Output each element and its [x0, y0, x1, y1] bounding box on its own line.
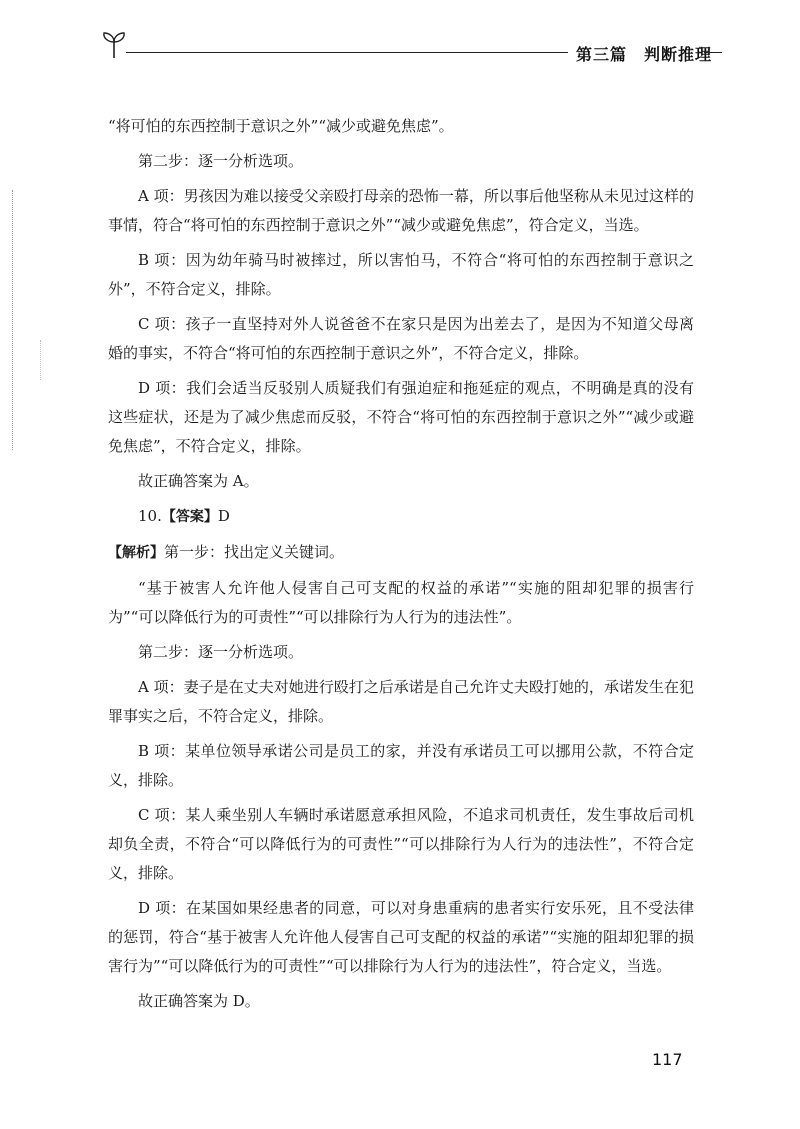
analysis-step-one: 第一步：找出定义关键词。 — [164, 543, 345, 561]
question-answer-line — [108, 502, 694, 532]
chapter-title: 第三篇 判断推理 — [568, 42, 720, 65]
sprout-icon — [100, 30, 128, 60]
question-number: 10. — [138, 507, 162, 525]
option-a-analysis: A 项：妻子是在丈夫对她进行殴打之后承诺是自己允许丈夫殴打她的，承诺发生在犯罪事实之后，不符合定义，排除。 — [108, 678, 694, 725]
header-rule-left — [126, 52, 638, 53]
paragraph: “基于被害人允许他人侵害自己可支配的权益的承诺”“实施的阻却犯罪的损害行为”“可以降低行为的可责性”“可以排除行为人行为的违法性”。 — [108, 579, 694, 626]
option-a-analysis: A 项：男孩因为难以接受父亲殴打母亲的恐怖一幕，所以事后他坚称从未见过这样的事情，符合“将可怕的东西控制于意识之外”“减少或避免焦虑”，符合定义，当选。 — [108, 187, 694, 234]
answer-conclusion: 故正确答案为 D。 — [138, 992, 260, 1010]
answer-value: D — [217, 507, 230, 525]
margin-marks-secondary — [40, 340, 45, 380]
option-b-analysis: B 项：因为幼年骑马时被摔过，所以害怕马，不符合“将可怕的东西控制于意识之外”，不符合定义，排除。 — [108, 251, 694, 298]
page-body — [108, 112, 694, 1022]
paragraph: 第二步：逐一分析选项。 — [138, 643, 304, 661]
header-rule-right — [704, 52, 722, 53]
answer-tag: 【答案】 — [161, 509, 218, 525]
analysis-tag: 【解析】 — [108, 545, 164, 561]
page-number: 117 — [652, 1050, 683, 1069]
analysis-line — [108, 538, 694, 568]
option-d-analysis: D 项：我们会适当反驳别人质疑我们有强迫症和拖延症的观点，不明确是真的没有这些症状，还是为了减少焦虑而反驳，不符合“将可怕的东西控制于意识之外”“减少或避免焦虑”，不符合定义，排除。 — [108, 379, 694, 455]
option-d-analysis: D 项：在某国如果经患者的同意，可以对身患重病的患者实行安乐死，且不受法律的惩罚，符合“基于被害人允许他人侵害自己可支配的权益的承诺”“实施的阻却犯罪的损害行为”“可以降低行为的可责性”“可以排除行为人行为的违法性”，符合定义，当选。 — [108, 899, 694, 975]
answer-conclusion: 故正确答案为 A。 — [138, 472, 259, 490]
paragraph: 第二步：逐一分析选项。 — [138, 152, 304, 170]
option-c-analysis: C 项：孩子一直坚持对外人说爸爸不在家只是因为出差去了，是因为不知道父母离婚的事实，不符合“将可怕的东西控制于意识之外”，不符合定义，排除。 — [108, 315, 694, 362]
option-c-analysis: C 项：某人乘坐别人车辆时承诺愿意承担风险，不追求司机责任，发生事故后司机却负全责，不符合“可以降低行为的可责性”“可以排除行为人行为的违法性”，不符合定义，排除。 — [108, 806, 694, 882]
running-header — [100, 30, 720, 70]
margin-marks — [12, 190, 17, 450]
option-b-analysis: B 项：某单位领导承诺公司是员工的家，并没有承诺员工可以挪用公款，不符合定义，排除。 — [108, 742, 694, 789]
paragraph: “将可怕的东西控制于意识之外”“减少或避免焦虑”。 — [108, 117, 454, 135]
